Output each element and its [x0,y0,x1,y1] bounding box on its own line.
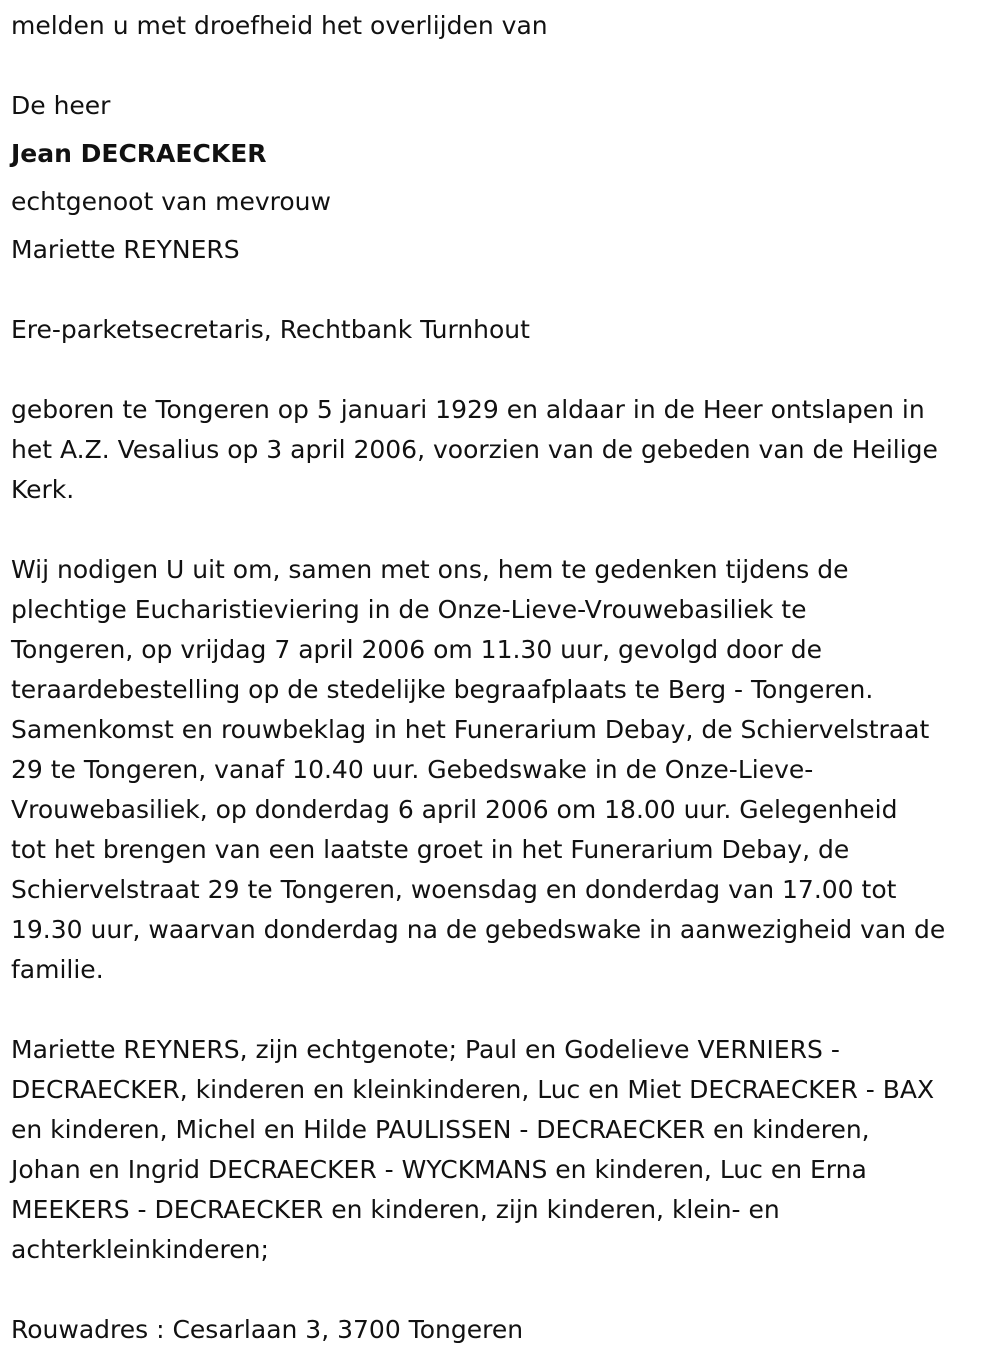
paragraph-line: 29 te Tongeren, vanaf 10.40 uur. Gebedswake in de Onze-Lieve- [11,755,814,784]
paragraph-line: Mariette REYNERS, zijn echtgenote; Paul en Godelieve VERNIERS - [11,1035,840,1064]
spouse-name: Mariette REYNERS [11,235,240,264]
paragraph-line: Johan en Ingrid DECRAECKER - WYCKMANS en kinderen, Luc en Erna [11,1155,867,1184]
paragraph-line: Vrouwebasiliek, op donderdag 6 april 2006 om 18.00 uur. Gelegenheid [11,795,898,824]
paragraph-line: MEEKERS - DECRAECKER en kinderen, zijn kinderen, klein- en [11,1195,780,1224]
paragraph-line: Wij nodigen U uit om, samen met ons, hem te gedenken tijdens de [11,555,849,584]
paragraph-line: achterkleinkinderen; [11,1235,269,1264]
salutation: De heer [11,91,111,120]
paragraph-line: het A.Z. Vesalius op 3 april 2006, voorzien van de gebeden van de Heilige [11,435,938,464]
paragraph-line: Tongeren, op vrijdag 7 april 2006 om 11.30 uur, gevolgd door de [11,635,822,664]
paragraph-line: teraardebestelling op de stedelijke begraafplaats te Berg - Tongeren. [11,675,874,704]
paragraph-line: geboren te Tongeren op 5 januari 1929 en aldaar in de Heer ontslapen in [11,395,925,424]
family-paragraph [11,1030,934,1270]
birth-death-paragraph [11,390,938,510]
paragraph-line: Samenkomst en rouwbeklag in het Funerarium Debay, de Schiervelstraat [11,715,930,744]
paragraph-line: tot het brengen van een laatste groet in het Funerarium Debay, de [11,835,850,864]
paragraph-line: Schiervelstraat 29 te Tongeren, woensdag en donderdag van 17.00 tot [11,875,897,904]
intro-text: melden u met droefheid het overlijden van [11,11,548,40]
paragraph-line: familie. [11,955,104,984]
deceased-name: Jean DECRAECKER [11,139,267,168]
invitation-paragraph [11,550,945,990]
paragraph-line: plechtige Eucharistieviering in de Onze-Lieve-Vrouwebasiliek te [11,595,807,624]
paragraph-line: en kinderen, Michel en Hilde PAULISSEN - DECRAECKER en kinderen, [11,1115,870,1144]
paragraph-line: Kerk. [11,475,75,504]
paragraph-line: DECRAECKER, kinderen en kleinkinderen, Luc en Miet DECRAECKER - BAX [11,1075,935,1104]
mourning-address: Rouwadres : Cesarlaan 3, 3700 Tongeren [11,1315,524,1344]
spouse-intro: echtgenoot van mevrouw [11,187,331,216]
paragraph-line: 19.30 uur, waarvan donderdag na de gebedswake in aanwezigheid van de [11,915,946,944]
profession: Ere-parketsecretaris, Rechtbank Turnhout [11,315,530,344]
